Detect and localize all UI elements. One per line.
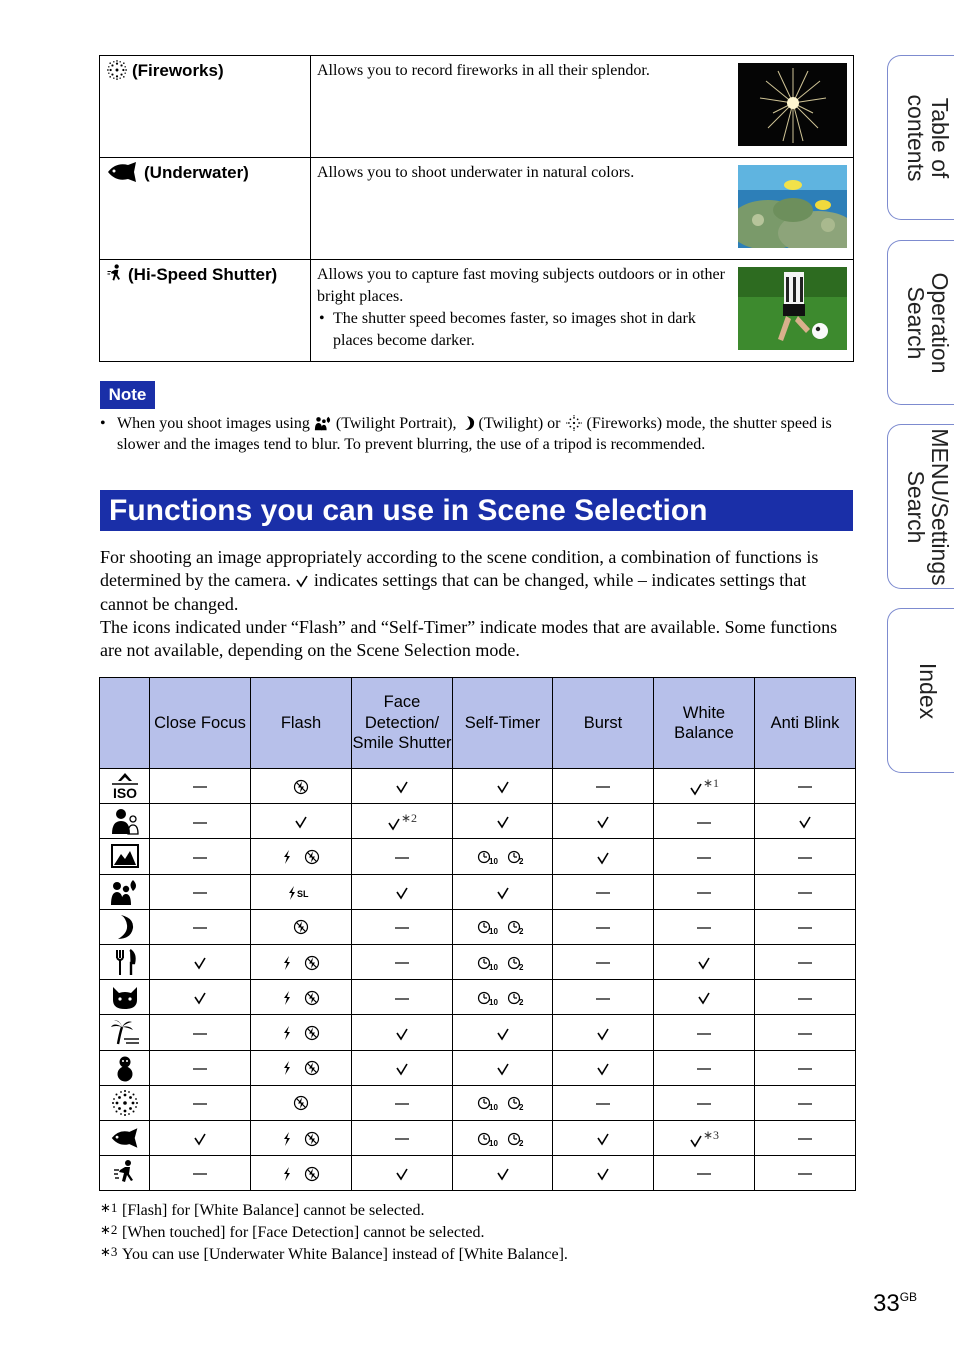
- dash-icon: [696, 1171, 712, 1177]
- check-icon: [596, 1167, 610, 1181]
- fireworks-photo: [738, 63, 847, 146]
- footnote: [100, 1244, 568, 1266]
- scene-description: Allows you to shoot underwater in natural colors.: [317, 164, 635, 181]
- footnote-ref: ∗2: [400, 811, 418, 826]
- table-cell: [755, 980, 856, 1015]
- page-number: [873, 1290, 917, 1318]
- intro-p1a: For shooting an image appropriately according to the scene condition, a combination of functions is determined by the camera.: [100, 547, 819, 591]
- check-icon: [496, 780, 510, 794]
- table-cell: [150, 1156, 251, 1191]
- twilight-portrait-icon: [100, 874, 150, 909]
- table-cell: [453, 839, 553, 874]
- table-cell: [251, 1085, 352, 1120]
- self-timer-10-icon: [477, 849, 499, 865]
- dash-icon: [797, 855, 813, 861]
- check-icon: [395, 1167, 409, 1181]
- tab-label: Operation Search: [902, 271, 953, 374]
- dash-icon: [192, 1171, 208, 1177]
- table-header-row: [100, 678, 856, 769]
- dash-icon: [797, 1101, 813, 1107]
- check-icon: [295, 574, 309, 588]
- table-cell: [453, 1015, 553, 1050]
- soccer-photo: [738, 267, 847, 350]
- self-timer-2-icon: [507, 849, 529, 865]
- table-cell: [150, 874, 251, 909]
- table-cell: [654, 804, 755, 839]
- svg-text:2: 2: [518, 857, 523, 866]
- underwater-photo: [738, 165, 847, 248]
- self-timer-10-icon: [477, 1095, 499, 1111]
- note-text: [100, 413, 855, 455]
- table-cell: [553, 909, 654, 944]
- table-cell: [755, 1050, 856, 1085]
- table-cell: [251, 944, 352, 979]
- dash-icon: [696, 925, 712, 931]
- table-cell: [251, 980, 352, 1015]
- table-cell: [553, 1120, 654, 1155]
- check-icon: [689, 782, 703, 796]
- dash-icon: [797, 1066, 813, 1072]
- table-cell: [755, 1120, 856, 1155]
- list-item: • The shutter speed becomes faster, so images shot in dark places become darker.: [317, 308, 727, 352]
- header-close-focus: Close Focus: [150, 678, 251, 769]
- header-flash: Flash: [251, 678, 352, 769]
- footnote: [100, 1200, 568, 1222]
- check-icon: [496, 886, 510, 900]
- table-cell: [251, 1156, 352, 1191]
- tab-operation-search[interactable]: [887, 240, 954, 405]
- table-cell: [251, 1015, 352, 1050]
- table-cell: [453, 980, 553, 1015]
- footnote-text: You can use [Underwater White Balance] instead of [White Balance].: [122, 1246, 568, 1263]
- table-cell: [251, 769, 352, 804]
- scene-description: [317, 264, 727, 352]
- intro-paragraph: [100, 546, 855, 662]
- self-timer-10-icon: [477, 990, 499, 1006]
- hi-speed-shutter-icon: [106, 264, 124, 284]
- scene-description: Allows you to record fireworks in all their splendor.: [317, 62, 650, 79]
- table-cell: [755, 1156, 856, 1191]
- table-cell: [553, 804, 654, 839]
- dash-icon: [595, 996, 611, 1002]
- flash-icon: [282, 1026, 292, 1040]
- scene-name-cell: [100, 158, 311, 260]
- table-cell: [654, 839, 755, 874]
- table-row: [100, 980, 856, 1015]
- check-icon: [596, 1062, 610, 1076]
- scene-desc-cell: [311, 260, 854, 362]
- dash-icon: [394, 996, 410, 1002]
- footnote-text: [When touched] for [Face Detection] cannot be selected.: [122, 1224, 485, 1241]
- table-cell: [352, 1015, 453, 1050]
- dash-icon: [192, 1031, 208, 1037]
- table-row: [100, 1085, 856, 1120]
- table-cell: [352, 1050, 453, 1085]
- table-cell: [654, 1050, 755, 1085]
- tab-label: Table of contents: [902, 94, 953, 181]
- svg-text:10: 10: [488, 927, 498, 936]
- flash-off-icon: [293, 1095, 309, 1111]
- check-icon: [496, 1062, 510, 1076]
- dash-icon: [797, 960, 813, 966]
- check-icon: [496, 1027, 510, 1041]
- svg-text:2: 2: [518, 927, 523, 936]
- table-cell: [553, 980, 654, 1015]
- table-cell: [654, 1120, 755, 1155]
- note-badge: Note: [100, 381, 155, 409]
- self-timer-2-icon: [507, 1131, 529, 1147]
- intro-p1: [100, 546, 855, 616]
- table-cell: [150, 1085, 251, 1120]
- table-cell: [553, 874, 654, 909]
- table-cell: [453, 909, 553, 944]
- dash-icon: [192, 820, 208, 826]
- intro-p1b: indicates settings that can be changed, while – indicates settings that cannot be changed.: [100, 570, 807, 614]
- header-self-timer: Self-Timer: [453, 678, 553, 769]
- table-cell: [150, 1050, 251, 1085]
- table-cell: [553, 1050, 654, 1085]
- svg-text:10: 10: [488, 1138, 498, 1147]
- scene-name: (Hi-Speed Shutter): [128, 265, 278, 284]
- table-row: [100, 1050, 856, 1085]
- flash-icon: [282, 1167, 292, 1181]
- check-icon: [496, 1167, 510, 1181]
- check-icon: [689, 1134, 703, 1148]
- fireworks-icon: [100, 1085, 150, 1120]
- check-icon: [798, 815, 812, 829]
- table-row: [100, 158, 854, 260]
- self-timer-10-icon: [477, 955, 499, 971]
- soft-snap-icon: [100, 804, 150, 839]
- twilight-portrait-icon: [314, 415, 332, 431]
- dash-icon: [394, 925, 410, 931]
- note-text-3: (Twilight) or: [478, 415, 561, 432]
- dash-icon: [595, 890, 611, 896]
- svg-text:10: 10: [488, 962, 498, 971]
- self-timer-2-icon: [507, 1095, 529, 1111]
- dash-icon: [394, 1136, 410, 1142]
- check-icon: [496, 815, 510, 829]
- snow-icon: [100, 1050, 150, 1085]
- dash-icon: [797, 1136, 813, 1142]
- flash-off-icon: [304, 1166, 320, 1182]
- dash-icon: [192, 855, 208, 861]
- check-icon: [193, 991, 207, 1005]
- footnotes: [100, 1200, 568, 1266]
- table-cell: [352, 980, 453, 1015]
- flash-off-icon: [304, 990, 320, 1006]
- scene-name-cell: [100, 260, 311, 362]
- self-timer-10-icon: [477, 1131, 499, 1147]
- table-cell: [654, 944, 755, 979]
- flash-off-icon: [304, 955, 320, 971]
- dash-icon: [797, 1031, 813, 1037]
- hi-speed-shutter-icon: [100, 1156, 150, 1191]
- header-burst: Burst: [553, 678, 654, 769]
- dash-icon: [797, 784, 813, 790]
- tab-label: MENU/Settings Search: [902, 427, 953, 586]
- footnote-mark: ∗3: [100, 1244, 118, 1259]
- table-cell: [755, 1015, 856, 1050]
- twilight-icon: [100, 909, 150, 944]
- table-cell: [150, 944, 251, 979]
- table-row: [100, 909, 856, 944]
- dash-icon: [595, 1101, 611, 1107]
- twilight-icon: [461, 415, 475, 431]
- intro-p2: The icons indicated under “Flash” and “Self-Timer” indicate modes that are available. Some functions are not available, depending on the Scene Selection mode.: [100, 616, 838, 661]
- scene-desc-cell: [311, 158, 854, 260]
- slow-sync-icon: [287, 886, 315, 900]
- check-icon: [596, 815, 610, 829]
- svg-text:SL: SL: [297, 888, 309, 899]
- dash-icon: [797, 1171, 813, 1177]
- svg-text:2: 2: [518, 962, 523, 971]
- table-cell: [352, 839, 453, 874]
- fireworks-icon: [106, 60, 128, 80]
- self-timer-10-icon: [477, 919, 499, 935]
- check-icon: [395, 780, 409, 794]
- table-cell: [453, 804, 553, 839]
- table-cell: [352, 874, 453, 909]
- dash-icon: [696, 820, 712, 826]
- dash-icon: [192, 925, 208, 931]
- scene-mode-table: [99, 55, 854, 362]
- check-icon: [596, 851, 610, 865]
- table-cell: [352, 769, 453, 804]
- table-cell: [150, 1015, 251, 1050]
- table-cell: [654, 874, 755, 909]
- self-timer-2-icon: [507, 990, 529, 1006]
- table-cell: [654, 1015, 755, 1050]
- table-cell: [654, 980, 755, 1015]
- flash-off-icon: [304, 849, 320, 865]
- flash-icon: [282, 1132, 292, 1146]
- table-cell: [755, 769, 856, 804]
- header-face-detection: Face Detection/ Smile Shutter: [352, 678, 453, 769]
- dash-icon: [595, 925, 611, 931]
- table-cell: [755, 909, 856, 944]
- table-cell: [352, 1085, 453, 1120]
- header-white-balance: White Balance: [654, 678, 755, 769]
- check-icon: [387, 817, 401, 831]
- table-cell: [251, 874, 352, 909]
- table-cell: [654, 909, 755, 944]
- footnote-ref: ∗1: [702, 775, 720, 790]
- dash-icon: [394, 960, 410, 966]
- table-cell: [453, 1156, 553, 1191]
- flash-off-icon: [304, 1060, 320, 1076]
- check-icon: [294, 815, 308, 829]
- table-cell: [150, 769, 251, 804]
- self-timer-2-icon: [507, 955, 529, 971]
- table-cell: [251, 1120, 352, 1155]
- dash-icon: [797, 996, 813, 1002]
- check-icon: [596, 1027, 610, 1041]
- dash-icon: [192, 1101, 208, 1107]
- check-icon: [395, 1062, 409, 1076]
- table-cell: [251, 804, 352, 839]
- check-icon: [697, 991, 711, 1005]
- table-cell: [150, 804, 251, 839]
- footnote: [100, 1222, 568, 1244]
- flash-icon: [282, 1061, 292, 1075]
- svg-text:10: 10: [488, 997, 498, 1006]
- dash-icon: [797, 890, 813, 896]
- gourmet-icon: [100, 944, 150, 979]
- note-text-1: When you shoot images using: [117, 415, 310, 432]
- table-cell: [453, 769, 553, 804]
- section-title: Functions you can use in Scene Selection: [100, 490, 853, 531]
- table-cell: [553, 1015, 654, 1050]
- table-cell: [352, 1156, 453, 1191]
- table-row: [100, 1015, 856, 1050]
- svg-text:ISO: ISO: [112, 785, 137, 801]
- scene-desc-cell: [311, 56, 854, 158]
- scene-description-text: Allows you to capture fast moving subjects outdoors or in other bright places.: [317, 266, 725, 305]
- table-row: [100, 1156, 856, 1191]
- page-number-suffix: GB: [899, 1290, 918, 1304]
- table-cell: [553, 839, 654, 874]
- table-row: [100, 56, 854, 158]
- table-cell: [755, 874, 856, 909]
- scene-name: (Fireworks): [132, 61, 224, 80]
- table-cell: [150, 839, 251, 874]
- table-cell: [453, 874, 553, 909]
- dash-icon: [696, 1101, 712, 1107]
- check-icon: [193, 1132, 207, 1146]
- svg-text:2: 2: [518, 1103, 523, 1112]
- dash-icon: [696, 890, 712, 896]
- table-row: [100, 1120, 856, 1155]
- note-text-2: (Twilight Portrait),: [335, 415, 457, 432]
- table-cell: [453, 1120, 553, 1155]
- high-sensitivity-icon: [100, 769, 150, 804]
- table-cell: [755, 944, 856, 979]
- table-cell: [654, 1156, 755, 1191]
- table-cell: [251, 1050, 352, 1085]
- table-row: [100, 839, 856, 874]
- dash-icon: [696, 855, 712, 861]
- footnote-text: [Flash] for [White Balance] cannot be selected.: [122, 1202, 425, 1219]
- check-icon: [395, 886, 409, 900]
- table-row: [100, 944, 856, 979]
- self-timer-2-icon: [507, 919, 529, 935]
- underwater-icon: [106, 162, 140, 182]
- pet-icon: [100, 980, 150, 1015]
- table-cell: [755, 839, 856, 874]
- table-row: [100, 804, 856, 839]
- table-body: [100, 769, 856, 1191]
- table-cell: [553, 1156, 654, 1191]
- flash-icon: [282, 850, 292, 864]
- dash-icon: [192, 784, 208, 790]
- table-cell: [352, 1120, 453, 1155]
- table-cell: [654, 1085, 755, 1120]
- scene-bullets: [317, 308, 727, 352]
- flash-off-icon: [304, 1131, 320, 1147]
- footnote-mark: ∗1: [100, 1200, 118, 1215]
- tab-index[interactable]: [887, 608, 954, 773]
- table-cell: [352, 944, 453, 979]
- svg-text:2: 2: [518, 997, 523, 1006]
- page-number-value: 33: [873, 1290, 900, 1317]
- table-cell: [352, 909, 453, 944]
- table-cell: [755, 1085, 856, 1120]
- flash-icon: [282, 991, 292, 1005]
- check-icon: [193, 956, 207, 970]
- footnote-ref: ∗3: [702, 1127, 720, 1142]
- flash-off-icon: [304, 1025, 320, 1041]
- note-text-4: (Fireworks) mode, the shutter speed is slower and the images tend to blur. To prevent blurring, the use of a tripod is recommended.: [117, 415, 832, 453]
- check-icon: [395, 1027, 409, 1041]
- flash-icon: [282, 956, 292, 970]
- table-cell: [150, 1120, 251, 1155]
- svg-text:10: 10: [488, 1103, 498, 1112]
- table-cell: [553, 1085, 654, 1120]
- table-cell: [553, 944, 654, 979]
- scene-function-table: [99, 677, 856, 1191]
- dash-icon: [394, 1101, 410, 1107]
- underwater-icon: [100, 1120, 150, 1155]
- table-cell: [150, 980, 251, 1015]
- dash-icon: [595, 960, 611, 966]
- dash-icon: [696, 1066, 712, 1072]
- table-cell: [251, 839, 352, 874]
- dash-icon: [797, 925, 813, 931]
- table-cell: [654, 769, 755, 804]
- header-empty: [100, 678, 150, 769]
- check-icon: [697, 956, 711, 970]
- table-cell: [453, 1085, 553, 1120]
- dash-icon: [394, 855, 410, 861]
- beach-icon: [100, 1015, 150, 1050]
- tab-label: Index: [914, 662, 941, 719]
- table-cell: [453, 1050, 553, 1085]
- check-icon: [596, 1132, 610, 1146]
- dash-icon: [192, 890, 208, 896]
- landscape-icon: [100, 839, 150, 874]
- flash-off-icon: [293, 779, 309, 795]
- dash-icon: [696, 1031, 712, 1037]
- scene-name: (Underwater): [144, 163, 249, 182]
- footnote-mark: ∗2: [100, 1222, 118, 1237]
- table-row: [100, 260, 854, 362]
- table-cell: [251, 909, 352, 944]
- table-cell: [553, 769, 654, 804]
- dash-icon: [595, 784, 611, 790]
- table-cell: [755, 804, 856, 839]
- dash-icon: [192, 1066, 208, 1072]
- tab-table-of-contents[interactable]: [887, 55, 954, 220]
- tab-menu-settings-search[interactable]: [887, 424, 954, 589]
- table-row: [100, 769, 856, 804]
- table-cell: [453, 944, 553, 979]
- flash-off-icon: [293, 919, 309, 935]
- svg-text:2: 2: [518, 1138, 523, 1147]
- scene-name-cell: [100, 56, 311, 158]
- svg-text:10: 10: [488, 857, 498, 866]
- fireworks-icon: [565, 415, 583, 431]
- header-anti-blink: Anti Blink: [755, 678, 856, 769]
- table-cell: [352, 804, 453, 839]
- table-cell: [150, 909, 251, 944]
- table-row: [100, 874, 856, 909]
